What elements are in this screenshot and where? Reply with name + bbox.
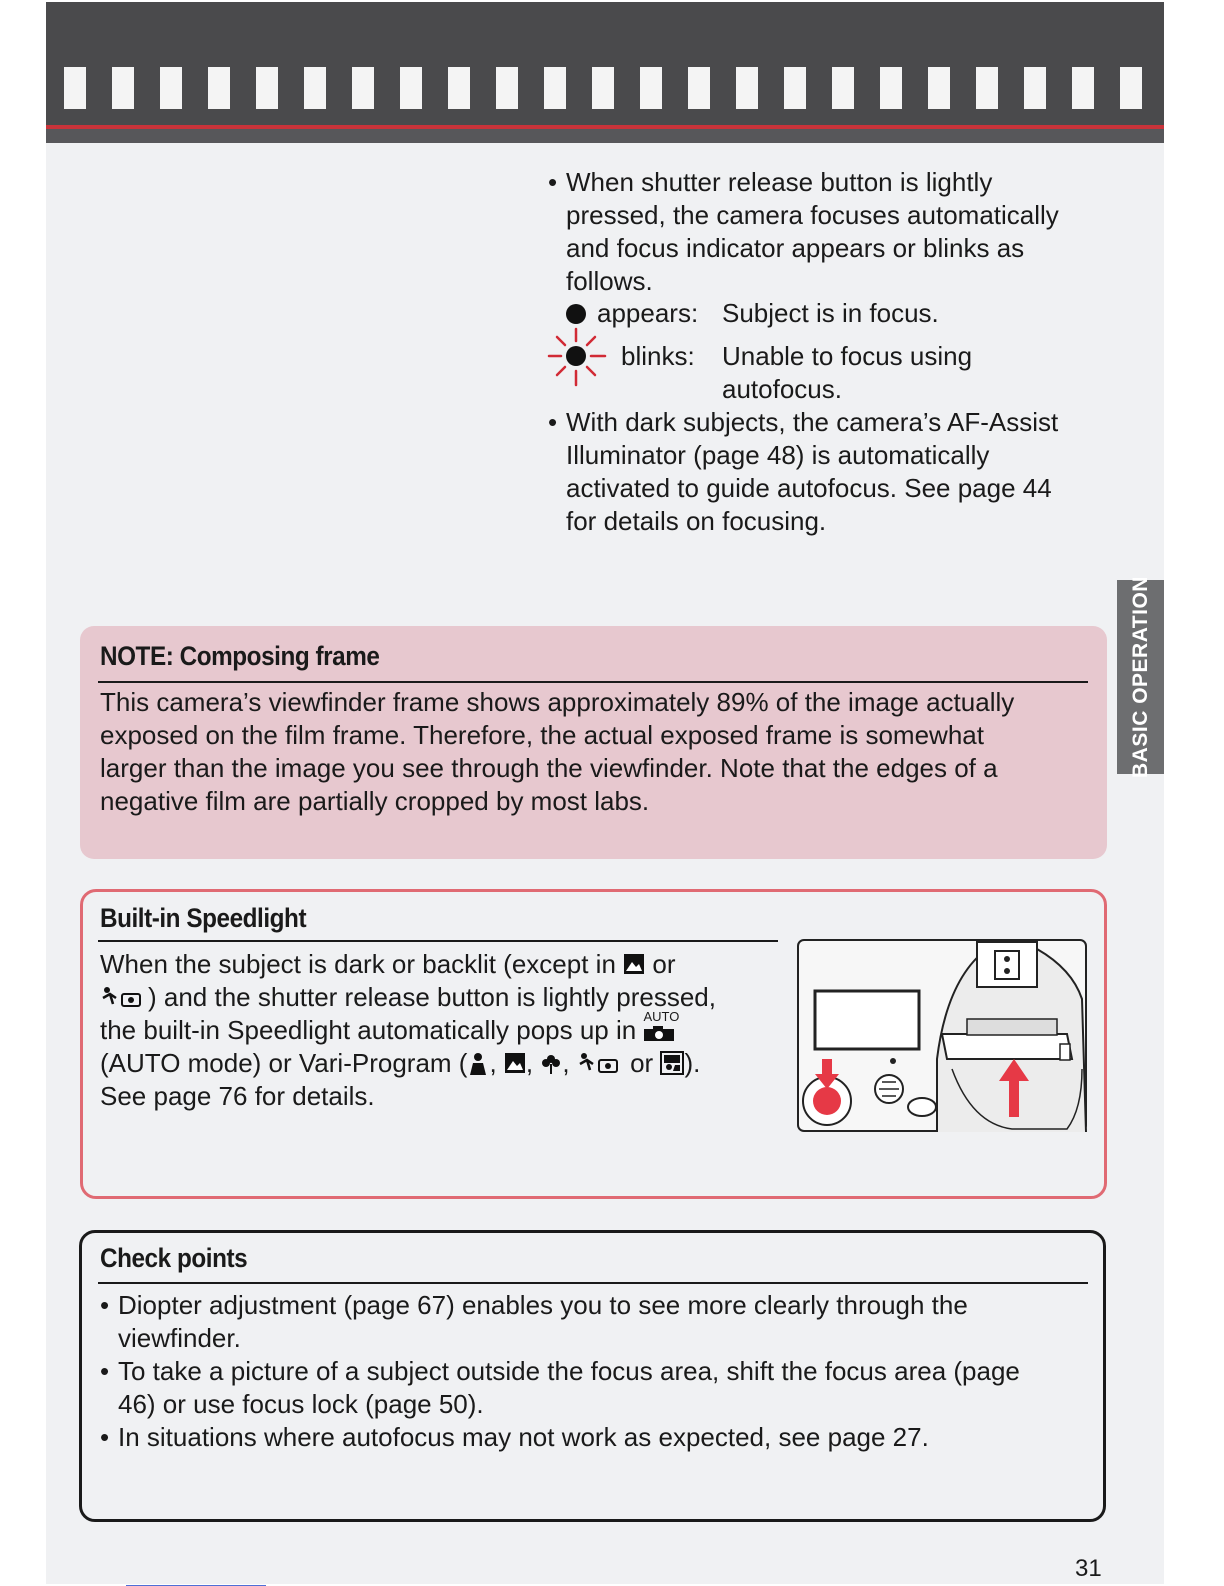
intro-bullet-1-line: When shutter release button is lightly: [566, 167, 993, 197]
page-number: 31: [1075, 1555, 1102, 1582]
indicator-appears-label: appears:: [597, 298, 699, 328]
intro-bullet-2-line: activated to guide autofocus. See page 44: [566, 473, 1052, 503]
check-points-title: Check points: [100, 1243, 248, 1273]
check-item-line: viewfinder.: [118, 1323, 241, 1353]
section-side-tab: [1117, 576, 1164, 778]
list-item: • To take a picture of a subject outside the focus area, shift the focus area (page 46) or use focus lock (page 50).: [100, 1355, 1100, 1421]
speedlight-line4-end: ).: [684, 1048, 701, 1078]
check-points-list: [100, 1289, 1100, 1454]
note-line: exposed on the film frame. Therefore, the actual exposed frame is somewhat: [100, 720, 984, 750]
speedlight-line2: ) and the shutter release button is lightly pressed,: [148, 982, 716, 1012]
indicator-blinks-desc-1: Unable to focus using: [722, 341, 973, 371]
auto-mode-icon: [643, 1009, 680, 1042]
sport-mode-icon: [577, 1052, 623, 1076]
speedlight-line1b: or: [652, 949, 676, 979]
portrait-mode-icon: [467, 1052, 489, 1076]
check-item-line: Diopter adjustment (page 67) enables you to see more clearly through the: [118, 1290, 968, 1320]
auto-mode-label: AUTO: [643, 1009, 680, 1024]
program-separator: ,: [489, 1048, 497, 1078]
intro-bullet-1-line: follows.: [566, 266, 653, 296]
night-portrait-mode-icon: [660, 1051, 684, 1075]
focus-blink-icon: [545, 325, 611, 387]
speedlight-line3: the built-in Speedlight automatically pops up in: [100, 1015, 637, 1045]
closeup-mode-icon: [540, 1052, 562, 1074]
list-item: • In situations where autofocus may not work as expected, see page 27.: [100, 1421, 1100, 1454]
note-line: This camera’s viewfinder frame shows approximately 89% of the image actually: [100, 687, 1015, 717]
note-title: NOTE: Composing frame: [100, 641, 380, 671]
check-item-line: 46) or use focus lock (page 50).: [118, 1389, 484, 1419]
filmstrip-header: [46, 2, 1164, 125]
speedlight-line1a: When the subject is dark or backlit (except in: [100, 949, 616, 979]
indicator-blinks-desc-2: autofocus.: [722, 374, 842, 404]
intro-bullet-1-line: and focus indicator appears or blinks as: [566, 233, 1025, 263]
camera-flash-popup-illustration: [797, 939, 1087, 1132]
speedlight-title: Built-in Speedlight: [100, 903, 307, 933]
landscape-mode-icon: [504, 1052, 526, 1074]
check-points-title-rule: [98, 1282, 1088, 1284]
focus-dot-icon: [565, 302, 589, 326]
landscape-mode-icon: [623, 953, 645, 975]
intro-bullet-2-line: Illuminator (page 48) is automatically: [566, 440, 990, 470]
indicator-blinks-label: blinks:: [621, 341, 695, 371]
intro-bullet-2: • With dark subjects, the camera’s AF-Assist Illuminator (page 48) is automatically activated to guide autofocus. See page 44 for details on focusing.: [548, 406, 1108, 538]
intro-bullet-1-line: pressed, the camera focuses automatically: [566, 200, 1059, 230]
program-separator: ,: [562, 1048, 570, 1078]
speedlight-line5: See page 76 for details.: [100, 1081, 375, 1111]
intro-bullet-1: • When shutter release button is lightly pressed, the camera focuses automatically and focus indicator appears or blinks as follows.: [548, 166, 1108, 298]
header-base-stripe: [46, 129, 1164, 143]
speedlight-title-rule: [98, 940, 778, 942]
film-perforations: [58, 67, 1164, 109]
section-side-tab-label: BASIC OPERATION: [1128, 576, 1152, 778]
intro-bullet-2-line: With dark subjects, the camera’s AF-Assist: [566, 407, 1059, 437]
speedlight-line4a: (AUTO mode) or Vari-Program (: [100, 1048, 468, 1078]
note-title-rule: [98, 681, 1088, 683]
program-separator: ,: [525, 1048, 534, 1078]
check-item-line: To take a picture of a subject outside the focus area, shift the focus area (page: [118, 1356, 1020, 1386]
intro-bullet-2-line: for details on focusing.: [566, 506, 827, 536]
note-line: larger than the image you see through the viewfinder. Note that the edges of a: [100, 753, 998, 783]
indicator-appears-desc: Subject is in focus.: [722, 298, 939, 328]
list-item: • Diopter adjustment (page 67) enables you to see more clearly through the viewfinder.: [100, 1289, 1100, 1355]
note-body: [100, 686, 1100, 818]
check-item-line: In situations where autofocus may not work as expected, see page 27.: [118, 1422, 929, 1452]
note-line: negative film are partially cropped by most labs.: [100, 786, 650, 816]
speedlight-body: [100, 948, 790, 1113]
speedlight-or: or: [630, 1048, 654, 1078]
sport-mode-icon: [100, 986, 148, 1010]
